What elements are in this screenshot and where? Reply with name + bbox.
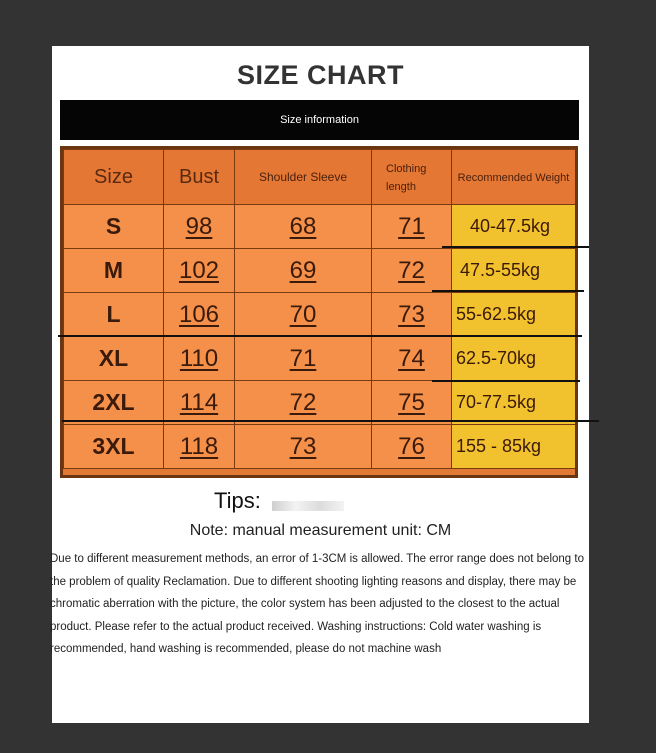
cell-clothing-length: 72 bbox=[372, 249, 452, 293]
table-row bbox=[64, 293, 576, 337]
divider-line bbox=[432, 290, 584, 292]
header-shoulder-sleeve: Shoulder Sleeve bbox=[235, 150, 372, 205]
cell-shoulder-sleeve: 69 bbox=[235, 249, 372, 293]
size-info-banner: Size information bbox=[60, 100, 579, 140]
divider-line bbox=[62, 420, 599, 422]
cell-size: S bbox=[64, 205, 164, 249]
cell-size: 3XL bbox=[64, 425, 164, 469]
header-bust: Bust bbox=[164, 150, 235, 205]
table-row bbox=[64, 425, 576, 469]
cell-clothing-length: 71 bbox=[372, 205, 452, 249]
cell-bust: 102 bbox=[164, 249, 235, 293]
cell-size: L bbox=[64, 293, 164, 337]
cell-weight: 55-62.5kg bbox=[452, 293, 576, 337]
table-header-row bbox=[64, 150, 576, 205]
cell-weight: 155 - 85kg bbox=[452, 425, 576, 469]
cell-bust: 106 bbox=[164, 293, 235, 337]
divider-line bbox=[442, 246, 589, 248]
size-table-container bbox=[60, 146, 578, 478]
blurred-text bbox=[272, 501, 344, 511]
disclaimer-paragraph: Due to different measurement methods, an error of 1-3CM is allowed. The error range does not belong to the problem of quality Reclamation. Due to different shooting lighting reasons and display, there may be chromatic aberration with the picture, the color system has been adjusted to the closest to the actual product. Please refer to the actual product received. Washing instructions: Cold water washing is recommended, hand washing is recommended, please do not machine wash bbox=[50, 553, 584, 655]
table-row bbox=[64, 337, 576, 381]
cell-size: XL bbox=[64, 337, 164, 381]
cell-weight: 40-47.5kg bbox=[452, 205, 576, 249]
cell-weight: 70-77.5kg bbox=[452, 381, 576, 425]
header-clothing-length: Clothing length bbox=[372, 150, 452, 205]
cell-shoulder-sleeve: 72 bbox=[235, 381, 372, 425]
cell-size: 2XL bbox=[64, 381, 164, 425]
cell-size: M bbox=[64, 249, 164, 293]
cell-bust: 98 bbox=[164, 205, 235, 249]
table-row bbox=[64, 381, 576, 425]
header-size: Size bbox=[64, 150, 164, 205]
page-title: SIZE CHART bbox=[237, 60, 404, 90]
cell-shoulder-sleeve: 70 bbox=[235, 293, 372, 337]
cell-clothing-length: 75 bbox=[372, 381, 452, 425]
divider-line bbox=[58, 335, 582, 337]
header-recommended-weight: Recommended Weight bbox=[452, 150, 576, 205]
cell-clothing-length: 76 bbox=[372, 425, 452, 469]
measurement-unit-note: Note: manual measurement unit: CM bbox=[189, 522, 452, 539]
cell-bust: 118 bbox=[164, 425, 235, 469]
divider-line bbox=[432, 380, 580, 382]
cell-weight: 47.5-55kg bbox=[452, 249, 576, 293]
table-row bbox=[64, 205, 576, 249]
cell-bust: 110 bbox=[164, 337, 235, 381]
size-chart-sheet bbox=[52, 46, 589, 723]
table-row bbox=[64, 249, 576, 293]
cell-bust: 114 bbox=[164, 381, 235, 425]
cell-shoulder-sleeve: 73 bbox=[235, 425, 372, 469]
cell-clothing-length: 73 bbox=[372, 293, 452, 337]
cell-shoulder-sleeve: 71 bbox=[235, 337, 372, 381]
cell-weight: 62.5-70kg bbox=[452, 337, 576, 381]
tips-label: Tips: bbox=[214, 488, 261, 513]
cell-clothing-length: 74 bbox=[372, 337, 452, 381]
cell-shoulder-sleeve: 68 bbox=[235, 205, 372, 249]
